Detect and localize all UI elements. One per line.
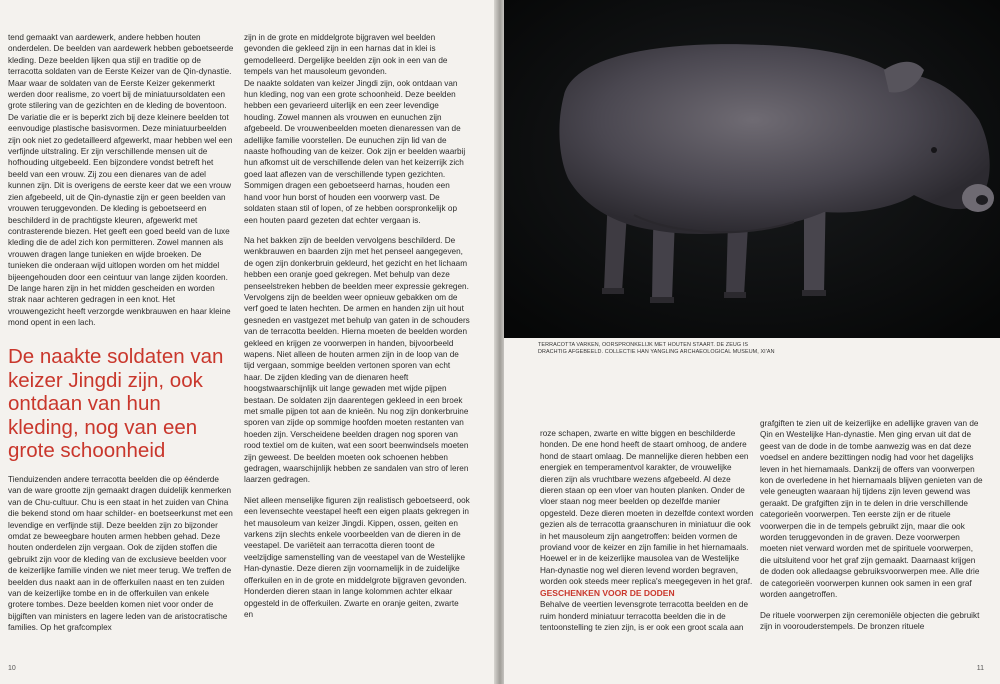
left-column-bottom bbox=[8, 474, 234, 634]
pull-quote: De naakte soldaten van keizer Jingdi zijn, ook ontdaan van hun kleding, nog van een grote schoonheid bbox=[8, 345, 224, 463]
left-column-top bbox=[8, 32, 234, 329]
pig-illustration bbox=[504, 0, 1000, 338]
body-paragraph: De naakte soldaten van keizer Jingdi zijn, ook ontdaan van hun kleding, nog van een grote schoonheid. Deze beelden hebben een gevarieerd uiterlijk en een zeer levendige houding. Zowel mannen als vrouwen en eunuchen zijn afgebeeld. De vrouwenbeelden moeten dienaressen van de adellijke familie voorstellen. De eunuchen zijn lid van de naaste hofhouding van de keizer. Ook zijn er beelden waarbij hun afkomst uit de verschillende delen van het keizerrijk zich goed laat aflezen van de verschillende typen gezichten. Sommigen dragen een geboetseerd harnas, houden een hand voor hun borst of houden een voorwerp vast. De soldaten staan stil of lopen, of ze hebben oorspronkelijk op een houten paard gezeten dat echter vergaan is. bbox=[244, 78, 466, 225]
body-paragraph: Behalve de veertien levensgrote terracotta beelden en de ruim honderd miniatuur terracotta beelden die in de tentoonstelling te zien zijn, is er ook een groot scala aan bbox=[540, 600, 749, 632]
photo-caption: TERRACOTTA VARKEN, OORSPRONKELIJK MET HOUTEN STAART. DE ZEUG IS DRACHTIG AFGEBEELD. COLLECTIE HAN YANGLING ARCHAEOLOGICAL MUSEUM, XI'AN bbox=[538, 342, 775, 355]
body-paragraph: Niet alleen menselijke figuren zijn realistisch geboetseerd, ook een levensechte veestapel heeft een eigen plaats gekregen in het mausoleum van keizer Jingdi. Kippen, ossen, geiten en varkens zijn slechts enkele voorbeelden van de dieren in de veestapel. De variëteit aan terracotta dieren toont de veelzijdige samenstelling van de veestapel van de Westelijke Han-dynastie. Deze dieren zijn voornamelijk in de zuidelijke offerkuilen en in de grote en middelgrote bijgraven gevonden. Honderden dieren staan in lange kolommen achter elkaar opgesteld in de offerkuilen. Zwarte en oranje geiten, zwarte en bbox=[244, 495, 470, 619]
body-paragraph: De rituele voorwerpen zijn ceremoniële objecten die gebruikt zijn in voorouderstempels. De bronzen rituele bbox=[760, 610, 980, 631]
body-paragraph: tend gemaakt van aardewerk, andere hebben houten onderdelen. De beelden van aardewerk hebben geboetseerde kleding. Deze beelden lijken qua stijl en traditie op de terracotta soldaten van de Eerste Keizer van de Qin-dynastie. Maar waar de soldaten van de Eerste Keizer gekenmerkt werden door realisme, zo voert bij de miniatuursoldaten een grote stilering van de gezichten en de kleding de boventoon. De variatie die er is beperkt zich bij deze kleinere beelden tot eenvoudige plastische basisvormen. Deze miniatuurbeelden zijn ook niet zo gedetailleerd afgewerkt, maar hebben wel een verfijnde uitstraling. Er zijn verschillende mensen uit de hofhouding uitgebeeld. Een bijzondere vondst betreft het beeld van een vrouw. Zij zou een dienares van de adel kunnen zijn. Dit is overigens de eerste keer dat we een vrouw zien afgebeeld, uit de Qin-dynastie zijn er geen beelden van vrouwen teruggevonden. De kleding is geboetseerd en beschilderd in de prachtigste kleuren, afgewerkt met contrasterende biezen. Het geeft een goed beeld van de luxe kleding die de adel zich kon permitteren. Zowel mannen als vrouwen dragen lange tunieken en wijde broeken. De tunieken die onderaan wijd uitlopen worden om het middel bijeengehouden door een ceintuur van lange zijden koorden. De lange haren zijn in het midden gescheiden en worden strak naar achteren gedragen in een knot. Het vrouwengezicht heeft verzorgde wenkbrauwen en haar kleine mond opent in een lach. bbox=[8, 33, 234, 328]
body-paragraph: zijn in de grote en middelgrote bijgraven wel beelden gevonden die gekleed zijn in een harnas dat in klei is gemodelleerd. Dergelijke beelden zijn ook in een van de tempels van het mausoleum gevonden. bbox=[244, 33, 448, 77]
body-paragraph: grafgiften te zien uit de keizerlijke en adellijke graven van de Qin en Westelijke Han-dynastie. Men ging ervan uit dat de geest van de dode in de tombe aanwezig was en dat deze voedsel en andere bezittingen nodig had voor het dagelijks leven in het hiernamaals. Dankzij de offers van voorwerpen kon de overledene in het hiernamaals blijven genieten van de vele geneugten waaraan hij tijdens zijn leven gewend was geraakt. De grafgiften zijn in te delen in drie verschillende categorieën voorwerpen. Ten eerste zijn er de rituele voorwerpen die in de tempels gebruikt zijn, maar die ook worden teruggevonden in de graven. Deze voorwerpen moeten niet verward worden met de spirituele voorwerpen, die uitsluitend voor het graf zijn gemaakt. Daarnaast krijgen de doden ook alledaagse gebruiksvoorwerpen mee. Alle drie de categorieën voorwerpen kunnen ook samen in een graf worden aangetroffen. bbox=[760, 419, 983, 600]
page-number: 11 bbox=[976, 665, 984, 672]
body-paragraph: roze schapen, zwarte en witte biggen en beschilderde honden. De ene hond heeft de staart omhoog, de andere hond de staart omlaag. De mannelijke dieren hebben een energiek en temperamentvol karakter, de vrouwelijke dieren zijn als vruchtbare wezens afgebeeld. Al deze dieren staan op een vloer van houten planken. Onder de vloer staan nog meer beelden op dezelfde manier opgesteld. Deze dieren moeten in dezelfde context worden gezien als de terracotta graanschuren in miniatuur die ook in het mausoleum zijn aangetroffen: beiden vormen de proviand voor de keizer en zijn familie in het hiernamaals. Hoewel er in de keizerlijke mausolea van de Westelijke Han-dynastie nog wel dieren levend worden begraven, worden ook steeds meer replica's meegegeven in het graf. bbox=[540, 429, 754, 587]
right-column bbox=[244, 32, 470, 620]
right-page-column-2 bbox=[760, 418, 986, 632]
left-page bbox=[0, 0, 496, 684]
right-page-column-1 bbox=[540, 428, 754, 633]
page-number: 10 bbox=[8, 665, 16, 672]
section-heading: GESCHENKEN VOOR DE DODEN bbox=[540, 587, 675, 598]
body-paragraph: Tienduizenden andere terracotta beelden die op éénderde van de ware grootte zijn gemaakt dragen duidelijk kenmerken van de Chu-cultuur. Chu is een staat in het zuiden van China die bekend stond om haar schilder- en boetseerkunst met een levendige en verfijnde stijl. Deze beelden zijn zo bijzonder omdat ze beweegbare houten armen hebben gehad. Deze houten onderdelen zijn vergaan. Ook de zijden stoffen die gebruikt zijn voor de kleding van de exclusieve beelden voor de keizerlijke familie vinden we niet meer terug. We treffen de beelden dus naakt aan in de offerkuilen naast en ten zuiden van de keizerlijke tombe en in de offerkuilen van enkele grotere tombes. Deze beelden komen niet voor onder de bijgiften van ministers en lagere leden van de aristocratische families. Op het grafcomplex bbox=[8, 475, 233, 633]
body-paragraph: Na het bakken zijn de beelden vervolgens beschilderd. De wenkbrauwen en baarden zijn met het penseel aangegeven, de ogen zijn donkerbruin gekleurd, het gezicht en het lichaam hebben een oranje goed gekregen. Met behulp van deze penseelstreken hebben de beelden meer expressie gekregen. Vervolgens zijn de beelden weer opnieuw gebakken om de verf goed te laten hechten. De armen en handen zijn uit hout gesneden en vastgezet met behulp van gaten in de schouders van de terracotta beelden. Hierna moeten de beelden worden gekleed en krijgen ze voorwerpen in handen, bijvoorbeeld wapens. Niet alleen de houten armen zijn in de loop van de tijd vergaan, sommige beelden vertonen sporen van echt haar. De zijden kleding van de dienaren heeft hoogstwaarschijnlijk uit lange gewaden met wijde pijpen bestaan. De soldaten zijn daarentegen gekleed in een broek met smalle pijpen tot aan de knieën. Nu nog zijn donkerbruine sporen van zijde op sommige hoofden moeten restanten van hoeden zijn. Verscheidene beelden dragen nog sporen van rood textiel om de kuiten, wat een soort beenwindsels moeten zijn geweest. De beelden moeten ook schoenen hebben gedragen, waarschijnlijk hebben ze sandalen van stro of leren laarzen gedragen. bbox=[244, 235, 470, 485]
terracotta-pig-photo bbox=[504, 0, 1000, 338]
